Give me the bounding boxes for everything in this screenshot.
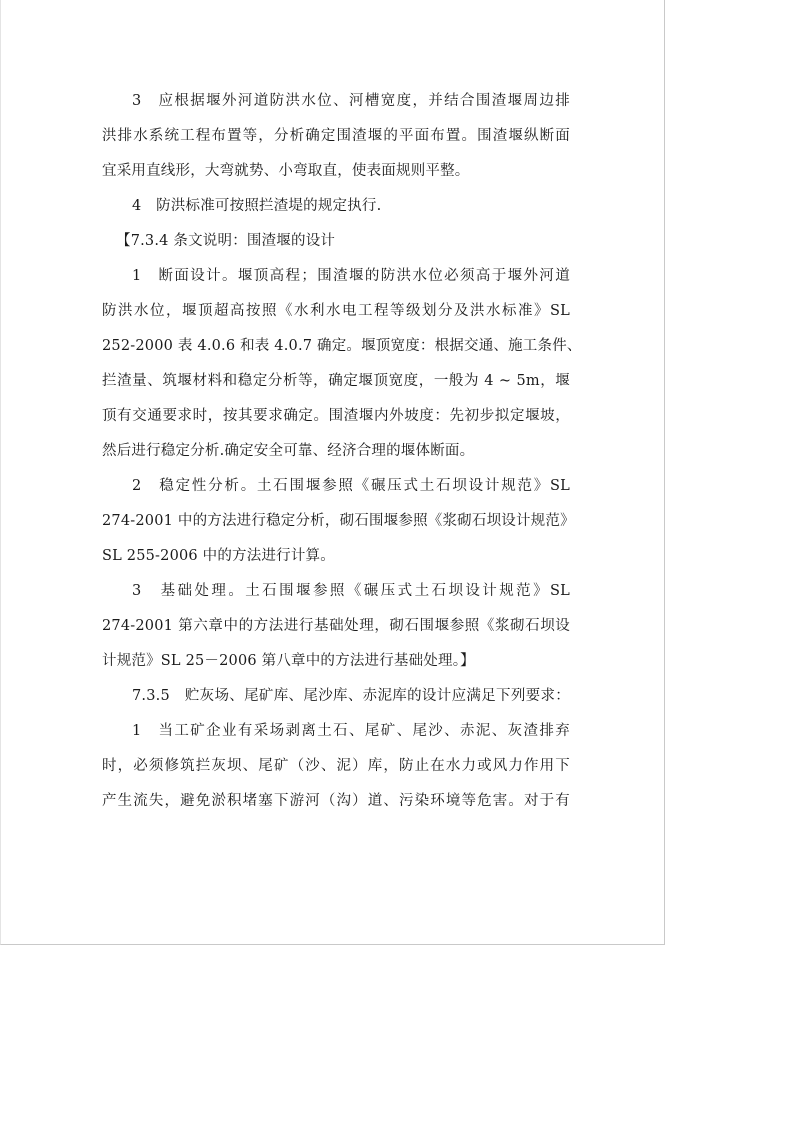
paragraph-line: 拦渣量、筑堰材料和稳定分析等，确定堰顶宽度，一般为 4 ~ 5m，堰 bbox=[102, 373, 570, 389]
paragraph-line: 1 断面设计。堰顶高程；围渣堰的防洪水位必须高于堰外河道 bbox=[132, 268, 570, 284]
paragraph-line: 3 基础处理。土石围堰参照《碾压式土石坝设计规范》SL bbox=[132, 583, 570, 599]
section-heading: 【7.3.4 条文说明：围渣堰的设计 bbox=[116, 233, 336, 249]
paragraph-line: 3 应根据堰外河道防洪水位、河槽宽度，并结合围渣堰周边排 bbox=[132, 93, 570, 109]
paragraph-line: 顶有交通要求时，按其要求确定。围渣堰内外坡度：先初步拟定堰坡， bbox=[102, 408, 570, 424]
body-text bbox=[102, 84, 582, 819]
paragraph-line: 洪排水系统工程布置等，分析确定围渣堰的平面布置。围渣堰纵断面 bbox=[102, 128, 570, 144]
paragraph-line: 252-2000 表 4.0.6 和表 4.0.7 确定。堰顶宽度：根据交通、施工条件、 bbox=[102, 338, 582, 354]
paragraph-line: 防洪水位，堰顶超高按照《水利水电工程等级划分及洪水标准》SL bbox=[102, 303, 570, 319]
paragraph-line: 计规范》SL 25－2006 第八章中的方法进行基础处理。】 bbox=[102, 653, 475, 669]
paragraph-line: 1 当工矿企业有采场剥离土石、尾矿、尾沙、赤泥、灰渣排弃 bbox=[132, 723, 570, 739]
paragraph-line: 宜采用直线形，大弯就势、小弯取直，使表面规则平整。 bbox=[102, 163, 470, 179]
paragraph-line: 4 防洪标准可按照拦渣堤的规定执行. bbox=[132, 198, 382, 214]
paragraph-line: 然后进行稳定分析.确定安全可靠、经济合理的堰体断面。 bbox=[102, 443, 475, 459]
paragraph-line: SL 255-2006 中的方法进行计算。 bbox=[102, 548, 335, 564]
paragraph-line: 产生流失，避免淤积堵塞下游河（沟）道、污染环境等危害。对于有 bbox=[102, 793, 570, 809]
paragraph-line: 274-2001 第六章中的方法进行基础处理，砌石围堰参照《浆砌石坝设 bbox=[102, 618, 570, 634]
paragraph-line: 时，必须修筑拦灰坝、尾矿（沙、泥）库，防止在水力或风力作用下 bbox=[102, 758, 570, 774]
section-heading: 7.3.5 贮灰场、尾矿库、尾沙库、赤泥库的设计应满足下列要求： bbox=[132, 688, 570, 704]
paragraph-line: 274-2001 中的方法进行稳定分析，砌石围堰参照《浆砌石坝设计规范》 bbox=[102, 513, 575, 529]
paragraph-line: 2 稳定性分析。土石围堰参照《碾压式土石坝设计规范》SL bbox=[132, 478, 570, 494]
